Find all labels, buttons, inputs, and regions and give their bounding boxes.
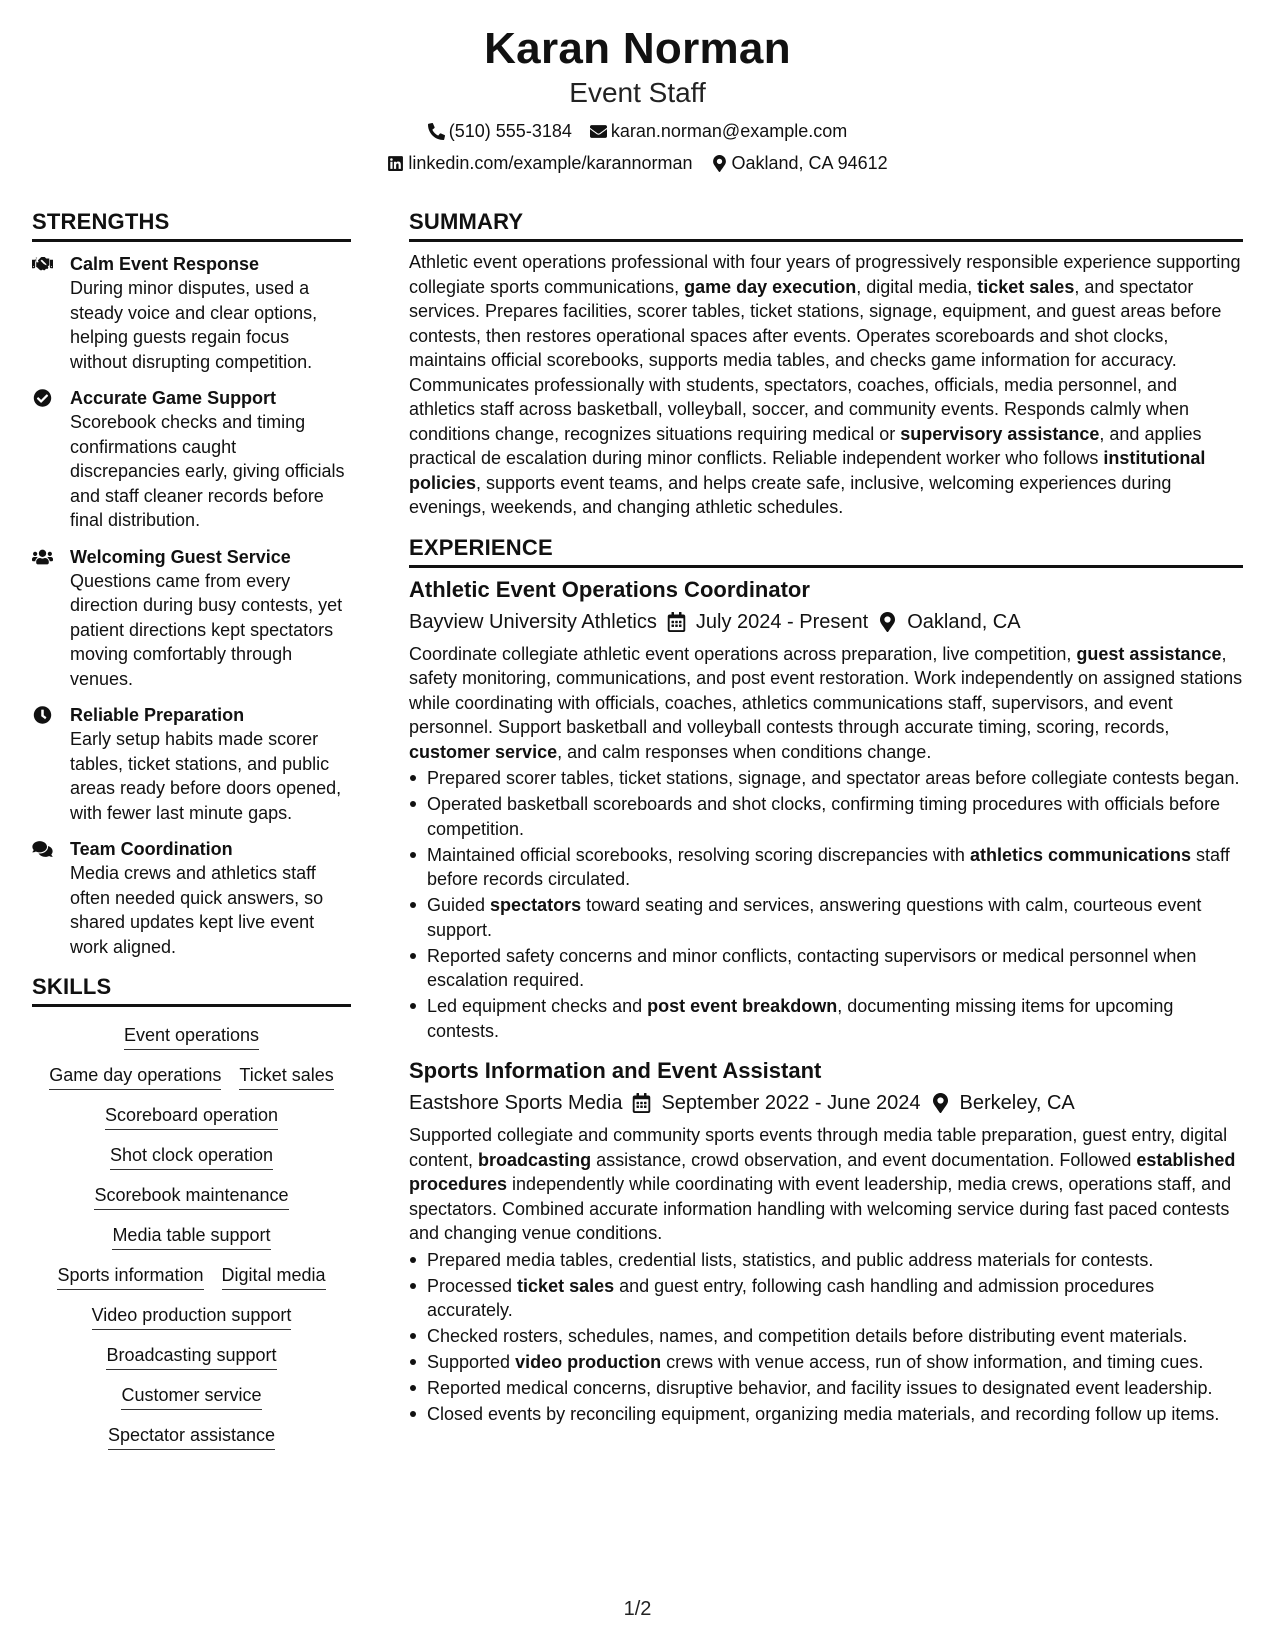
job-title: Athletic Event Operations Coordinator (409, 576, 810, 602)
skills-row (32, 1143, 351, 1170)
job-title: Sports Information and Event Assistant (409, 1058, 822, 1083)
skills-heading: SKILLS (32, 973, 351, 1007)
experience-heading: EXPERIENCE (409, 534, 1243, 568)
bold-keyword: institutional policies (409, 448, 1206, 493)
skills-row (32, 1303, 351, 1330)
map-marker-icon (931, 1093, 950, 1113)
text-segment: , and spectator services. Prepares facilities, scorer tables, ticket stations, signage, equipment, and guest areas before contests, then restores operational spaces after events. Operates scoreboards and shot clocks, maintains official scorebooks, supports media tables, and checks game information for accuracy. Communicates professionally with students, spectators, coaches, officials, media personnel, and athletics staff across basketball, volleyball, soccer, and community events. Responds calmly when conditions change, recognizes situations requiring medical or (409, 276, 1222, 444)
strength-title: Reliable Preparation (70, 705, 245, 725)
skills-row (32, 1263, 351, 1290)
candidate-title: Event Staff (569, 77, 706, 108)
bullet-item (409, 1248, 1243, 1273)
text-segment: , digital media, (856, 276, 978, 297)
job-entry (409, 1057, 1243, 1427)
bold-keyword: ticket sales (517, 1275, 615, 1296)
skill-ticket-sales: Ticket sales (239, 1063, 333, 1090)
strength-body (70, 545, 351, 692)
skills-row (32, 1343, 351, 1370)
strength-item (32, 386, 351, 533)
location-text: Oakland, CA 94612 (731, 153, 888, 173)
skill-shot-clock-operation: Shot clock operation (110, 1143, 273, 1170)
job-dates (667, 608, 868, 636)
email-text: karan.norman@example.com (610, 121, 848, 141)
text-segment: Reported safety concerns and minor conflicts, contacting supervisors or medical personnel when escalation required. (427, 945, 1197, 990)
strength-body (70, 837, 351, 959)
text-segment: Closed events by reconciling equipment, organizing media materials, and recording follow up items. (427, 1404, 1220, 1424)
strengths-section (32, 208, 351, 959)
skills-row (32, 1383, 351, 1410)
bullet-item (409, 1324, 1243, 1349)
text-segment: and guest entry, following cash handling and admission procedures accurately. (427, 1275, 1155, 1320)
dates-text: July 2024 - Present (695, 610, 869, 633)
bullet-item (409, 766, 1243, 791)
text-segment: Reported medical concerns, disruptive behavior, and facility issues to designated event leadership. (427, 1378, 1213, 1398)
skill-spectator-assistance: Spectator assistance (108, 1423, 275, 1450)
calendar-icon (632, 1093, 651, 1113)
bold-keyword: customer service (409, 741, 558, 762)
job-location (878, 608, 1020, 636)
text-segment: Maintained official scorebooks, resolving scoring discrepancies with (427, 844, 970, 865)
bold-keyword: broadcasting (478, 1149, 592, 1170)
job-bullets (409, 1248, 1243, 1427)
summary-heading: SUMMARY (409, 208, 1243, 242)
skills-row (32, 1423, 351, 1450)
text-segment: , documenting missing items for upcoming contests. (427, 996, 1174, 1041)
summary-text (409, 250, 1243, 520)
job-location (931, 1089, 1075, 1117)
strengths-heading: STRENGTHS (32, 208, 351, 242)
job-bullets (409, 766, 1243, 1043)
text-segment: independently while coordinating with event leadership, media crews, operations staff, and spectators. Combined accurate information handling with welcoming service during fast paced contests and changing venue conditions. (409, 1174, 1232, 1243)
phone-contact (428, 119, 572, 143)
envelope-icon (590, 123, 607, 140)
strength-description: Scorebook checks and timing confirmations caught discrepancies early, giving officials and staff cleaner records before final distribution. (70, 412, 345, 530)
job-entry (409, 576, 1243, 1044)
text-segment: Coordinate collegiate athletic event operations across preparation, live competition, (409, 643, 1077, 664)
skills-row (32, 1063, 351, 1090)
text-segment: Guided (427, 895, 491, 915)
bold-keyword: post event breakdown (647, 996, 838, 1016)
strength-title: Welcoming Guest Service (70, 546, 291, 567)
location-contact (711, 151, 888, 175)
strength-description: Media crews and athletics staff often needed quick answers, so shared updates kept live event work aligned. (70, 863, 324, 957)
bold-keyword: spectators (490, 895, 582, 915)
text-segment: Prepared media tables, credential lists, statistics, and public address materials for contests. (427, 1249, 1154, 1270)
phone-icon (428, 123, 445, 140)
bullet-item (409, 792, 1243, 841)
skills-section (32, 973, 351, 1458)
users-icon (32, 545, 54, 692)
strength-title: Calm Event Response (70, 254, 260, 274)
bullet-item (409, 1376, 1243, 1401)
linkedin-text: linkedin.com/example/karannorman (408, 153, 693, 173)
handshake-icon (32, 252, 54, 374)
bold-keyword: athletics communications (969, 844, 1191, 865)
bold-keyword: ticket sales (977, 276, 1075, 297)
text-segment: Operated basketball scoreboards and shot clocks, confirming timing procedures with officials before competition. (427, 794, 1221, 839)
strength-item (32, 703, 351, 825)
strength-item (32, 545, 351, 692)
calendar-icon (667, 612, 686, 632)
bold-keyword: supervisory assistance (900, 423, 1100, 444)
strength-body (70, 386, 351, 533)
strength-title: Accurate Game Support (70, 388, 277, 408)
email-contact[interactable] (590, 119, 847, 143)
company-name: Eastshore Sports Media (409, 1092, 623, 1114)
skills-row (32, 1223, 351, 1250)
skill-customer-service: Customer service (121, 1383, 261, 1410)
left-column (32, 208, 351, 1458)
strength-description: Questions came from every direction during busy contests, yet patient directions kept spectators moving comfortably through venues. (70, 570, 343, 689)
summary-section (409, 208, 1243, 520)
strength-item (32, 252, 351, 374)
skill-game-day-operations: Game day operations (49, 1063, 221, 1090)
text-segment: Processed (427, 1275, 518, 1296)
skill-video-production-support: Video production support (92, 1303, 292, 1330)
location-text: Berkeley, CA (959, 1092, 1075, 1114)
check-circle-icon (32, 386, 54, 533)
strength-description: Early setup habits made scorer tables, ticket stations, and public areas ready before doors opened, with fewer last minute gaps. (70, 729, 342, 823)
skill-scoreboard-operation: Scoreboard operation (105, 1103, 278, 1130)
dates-text: September 2022 - June 2024 (661, 1092, 921, 1114)
skill-sports-information: Sports information (57, 1263, 203, 1290)
map-marker-icon (711, 155, 728, 172)
linkedin-icon (387, 155, 404, 172)
text-segment: crews with venue access, run of show information, and timing cues. (661, 1352, 1204, 1372)
strength-body (70, 252, 351, 374)
resume-header (0, 22, 1275, 175)
right-column (409, 208, 1243, 1428)
comments-icon (32, 837, 54, 959)
experience-section (409, 534, 1243, 1427)
skills-list (32, 1015, 351, 1458)
skill-digital-media: Digital media (222, 1263, 326, 1290)
text-segment: Supported collegiate and community sports events through media table preparation, guest entry, digital content, (409, 1125, 1228, 1170)
bullet-item (409, 1402, 1243, 1427)
bold-keyword: game day execution (684, 276, 857, 297)
strength-item (32, 837, 351, 959)
linkedin-contact[interactable] (387, 151, 692, 175)
text-segment: Supported (427, 1352, 516, 1372)
skills-row (32, 1183, 351, 1210)
contact-line-2 (0, 151, 1275, 175)
text-segment: assistance, crowd observation, and event documentation. Followed (591, 1149, 1137, 1170)
bold-keyword: video production (515, 1352, 662, 1372)
bold-keyword: guest assistance (1076, 643, 1222, 664)
skill-broadcasting-support: Broadcasting support (106, 1343, 276, 1370)
text-segment: Checked rosters, schedules, names, and competition details before distributing event materials. (427, 1326, 1188, 1346)
skill-event-operations: Event operations (124, 1023, 259, 1050)
bullet-item (409, 1274, 1243, 1323)
phone-text: (510) 555-3184 (448, 121, 572, 141)
strength-body (70, 703, 351, 825)
bold-keyword: established procedures (409, 1149, 1236, 1194)
location-text: Oakland, CA (907, 610, 1021, 633)
text-segment: toward seating and services, answering questions with calm, courteous event support. (427, 895, 1202, 940)
job-dates (632, 1089, 920, 1117)
strengths-list (32, 252, 351, 959)
skill-media-table-support: Media table support (112, 1223, 270, 1250)
text-segment: , safety monitoring, communications, and post event restoration. Work independently on assigned stations while coordinating with officials, coaches, athletics communications staff, supervisors, and event personnel. Support basketball and volleyball contests through accurate timing, scoring, records, (409, 643, 1243, 737)
skills-row (32, 1103, 351, 1130)
candidate-name: Karan Norman (484, 24, 791, 73)
text-segment: Led equipment checks and (427, 996, 648, 1016)
strength-title: Team Coordination (70, 839, 233, 859)
job-meta (409, 608, 1243, 636)
job-meta (409, 1089, 1243, 1117)
map-marker-icon (878, 612, 897, 632)
text-segment: Athletic event operations professional with four years of progressively responsible experience supporting collegiate sports communications, (409, 252, 1241, 297)
job-description (409, 1123, 1243, 1246)
job-description (409, 642, 1243, 765)
bullet-item (409, 1350, 1243, 1375)
strength-description: During minor disputes, used a steady voice and clear options, helping guests regain focus without disrupting competition. (70, 278, 318, 372)
bullet-item (409, 944, 1243, 993)
clock-icon (32, 703, 54, 825)
company-name: Bayview University Athletics (409, 610, 657, 633)
text-segment: , and calm responses when conditions change. (557, 741, 932, 762)
bullet-item (409, 843, 1243, 892)
text-segment: , supports event teams, and helps create safe, inclusive, welcoming experiences during evenings, weekends, and changing athletic schedules. (409, 472, 1172, 517)
contact-line-1 (0, 119, 1275, 143)
bullet-item (409, 994, 1243, 1043)
skills-row (32, 1023, 351, 1050)
skill-scorebook-maintenance: Scorebook maintenance (94, 1183, 288, 1210)
jobs-list (409, 576, 1243, 1427)
bullet-item (409, 893, 1243, 942)
page-number: 1/2 (623, 1598, 652, 1620)
text-segment: staff before records circulated. (427, 844, 1230, 889)
text-segment: , and applies practical de escalation during minor conflicts. Reliable independent worker who follows (409, 423, 1202, 468)
text-segment: Prepared scorer tables, ticket stations, signage, and spectator areas before collegiate contests began. (427, 768, 1240, 788)
